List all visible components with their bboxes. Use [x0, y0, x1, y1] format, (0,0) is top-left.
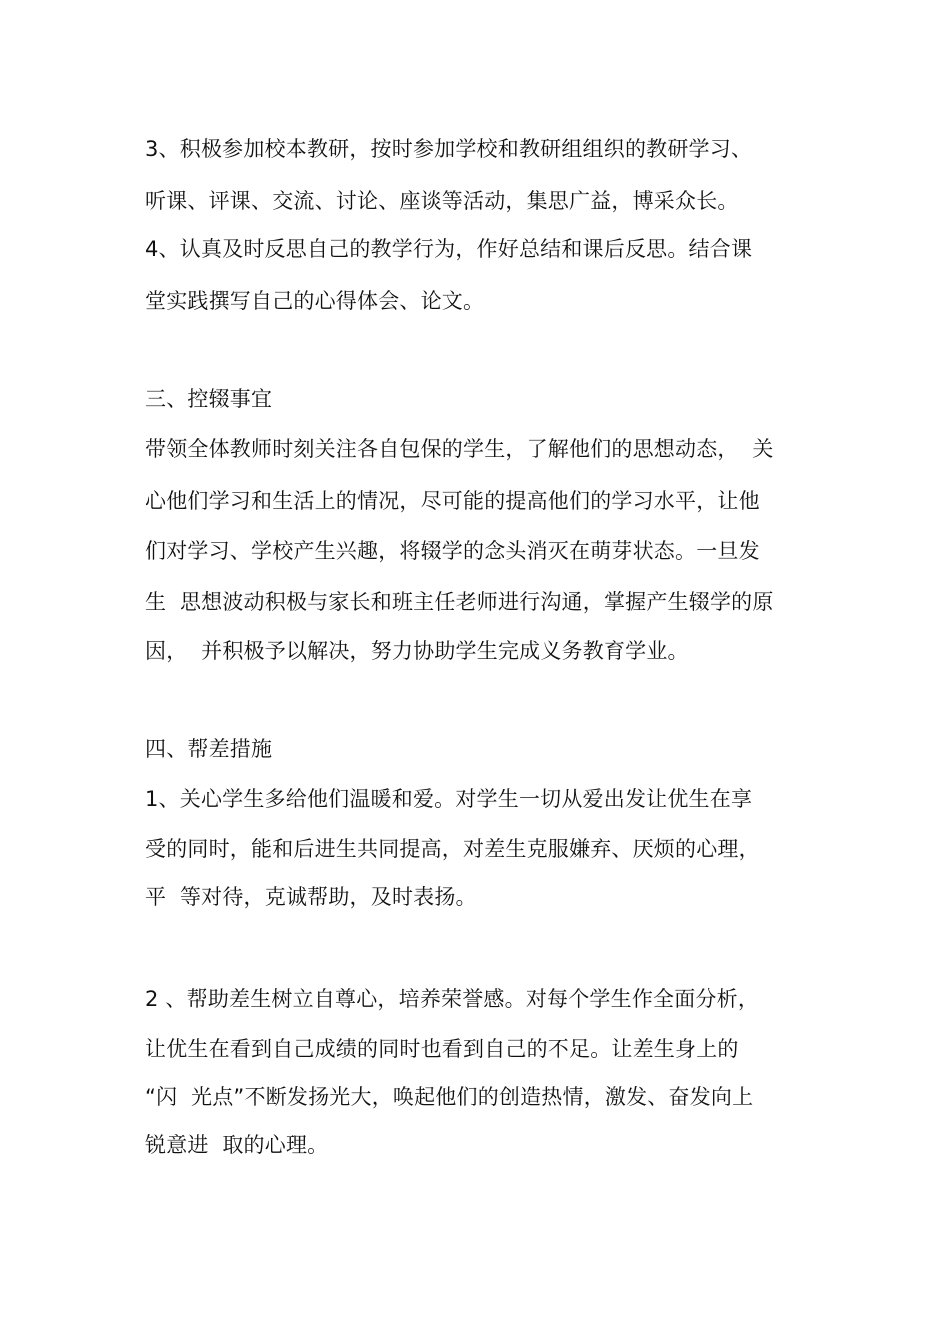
text-line: 们对学习、学校产生兴趣，将辍学的念头消灭在萌芽状态。一旦发	[145, 539, 760, 563]
text-line: 带领全体教师时刻关注各自包保的学生，了解他们的思想动态， 关	[145, 437, 774, 461]
text-line: 4、认真及时反思自己的教学行为，作好总结和课后反思。结合课	[145, 237, 753, 261]
text-line: 让优生在看到自己成绩的同时也看到自己的不足。让差生身上的	[145, 1037, 739, 1061]
text-line: 平 等对待，克诚帮助，及时表扬。	[145, 885, 477, 909]
text-line: 生 思想波动积极与家长和班主任老师进行沟通，掌握产生辍学的原	[145, 590, 774, 614]
text-line: 因， 并积极予以解决，努力协助学生完成义务教育学业。	[145, 639, 689, 663]
text-line: 2 、帮助差生树立自尊心，培养荣誉感。对每个学生作全面分析，	[145, 987, 760, 1011]
text-line: 堂实践撰写自己的心得体会、论文。	[145, 289, 485, 313]
text-line: 1、关心学生多给他们温暖和爱。对学生一切从爱出发让优生在享	[145, 787, 753, 811]
text-line: 受的同时，能和后进生共同提高，对差生克服嫌弃、厌烦的心理，	[145, 837, 760, 861]
text-line: “闪 光点”不断发扬光大，唤起他们的创造热情，激发、奋发向上	[145, 1085, 754, 1109]
section-heading-helping-measures: 四、帮差措施	[145, 737, 273, 761]
text-line: 3、积极参加校本教研，按时参加学校和教研组组织的教研学习、	[145, 137, 753, 161]
text-line: 心他们学习和生活上的情况，尽可能的提高他们的学习水平，让他	[145, 489, 760, 513]
text-line: 听课、评课、交流、讨论、座谈等活动，集思广益，博采众长。	[145, 189, 739, 213]
section-heading-dropout-control: 三、控辍事宜	[145, 387, 273, 411]
text-line: 锐意进 取的心理。	[145, 1133, 329, 1157]
